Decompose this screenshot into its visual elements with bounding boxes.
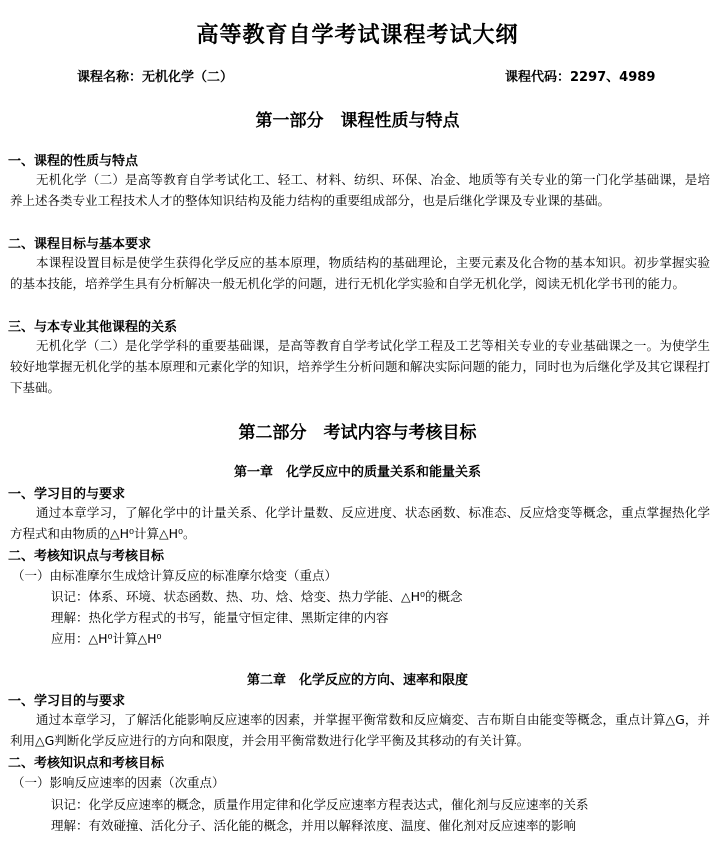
part1-section2-text: 本课程设置目标是使学生获得化学反应的基本原理，物质结构的基础理论，主要元素及化合物的基本知识。初步掌握实验的基本技能，培养学生具有分析解决一般无机化学的问题，进行无机化学实验和自学无机化学，阅读无机化学书刊的能力。 bbox=[10, 255, 710, 291]
chapter1-heading: 第一章 化学反应中的质量关系和能量关系 bbox=[233, 465, 481, 480]
chapter2-recall: 识记：化学反应速率的概念，质量作用定律和化学反应速率方程表达式，催化剂与反应速率的关系 bbox=[51, 797, 589, 812]
course-code: 课程代码：2297、4989 bbox=[505, 70, 656, 85]
part1-section2-heading: 二、课程目标与基本要求 bbox=[8, 237, 152, 252]
chapter1-understand: 理解：热化学方程式的书写，能量守恒定律、黑斯定律的内容 bbox=[51, 610, 389, 625]
chapter2-heading: 第二章 化学反应的方向、速率和限度 bbox=[246, 673, 468, 688]
chapter2-understand: 理解：有效碰撞、活化分子、活化能的概念，并用以解释浓度、温度、催化剂对反应速率的影响 bbox=[51, 818, 577, 833]
chapter1-section1-text: 通过本章学习，了解化学中的计量关系、化学计量数、反应进度、状态函数、标准态、反应焓变等概念，重点掌握热化学方程式和由物质的△H⁰计算△H⁰。 bbox=[10, 505, 710, 541]
part2-heading: 第二部分 考试内容与考核目标 bbox=[238, 423, 477, 443]
chapter1-apply: 应用：△H⁰计算△H⁰ bbox=[51, 631, 162, 646]
part1-heading: 第一部分 课程性质与特点 bbox=[255, 111, 460, 131]
part1-section1-text: 无机化学（二）是高等教育自学考试化工、轻工、材料、纺织、环保、冶金、地质等有关专业的第一门化学基础课，是培养上述各类专业工程技术人才的整体知识结构及能力结构的重要组成部分，也是后继化学课及专业课的基础。 bbox=[10, 172, 710, 208]
chapter2-section1-heading: 一、学习目的与要求 bbox=[8, 694, 126, 709]
chapter1-recall: 识记：体系、环境、状态函数、热、功、焓、焓变、热力学能、△H⁰的概念 bbox=[51, 589, 463, 604]
chapter1-section2-heading: 二、考核知识点与考核目标 bbox=[8, 549, 165, 564]
chapter2-item1: （一）影响反应速率的因素（次重点） bbox=[12, 775, 225, 790]
part1-section1-heading: 一、课程的性质与特点 bbox=[8, 154, 139, 169]
chapter2-section2-heading: 二、考核知识点和考核目标 bbox=[8, 756, 165, 771]
part1-section3-text: 无机化学（二）是化学学科的重要基础课，是高等教育自学考试化学工程及工艺等相关专业的专业基础课之一。为使学生较好地掌握无机化学的基本原理和元素化学的知识，培养学生分析问题和解决实际问题的能力，同时也为后继化学及其它课程打下基础。 bbox=[10, 338, 711, 395]
page-title: 高等教育自学考试课程考试大纲 bbox=[196, 23, 519, 48]
chapter1-item1: （一）由标准摩尔生成焓计算反应的标准摩尔焓变（重点） bbox=[12, 568, 338, 583]
chapter1-section1-heading: 一、学习目的与要求 bbox=[8, 487, 126, 502]
course-name: 课程名称：无机化学（二） bbox=[77, 70, 234, 85]
part1-section3-heading: 三、与本专业其他课程的关系 bbox=[8, 320, 178, 335]
chapter2-section1-text: 通过本章学习，了解活化能影响反应速率的因素，并掌握平衡常数和反应熵変、吉布斯自由能变等概念，重点计算△G，并利用△G判断化学反应进行的方向和限度，并会用平衡常数进行化学平衡及其移动的有关计算。 bbox=[10, 712, 710, 748]
